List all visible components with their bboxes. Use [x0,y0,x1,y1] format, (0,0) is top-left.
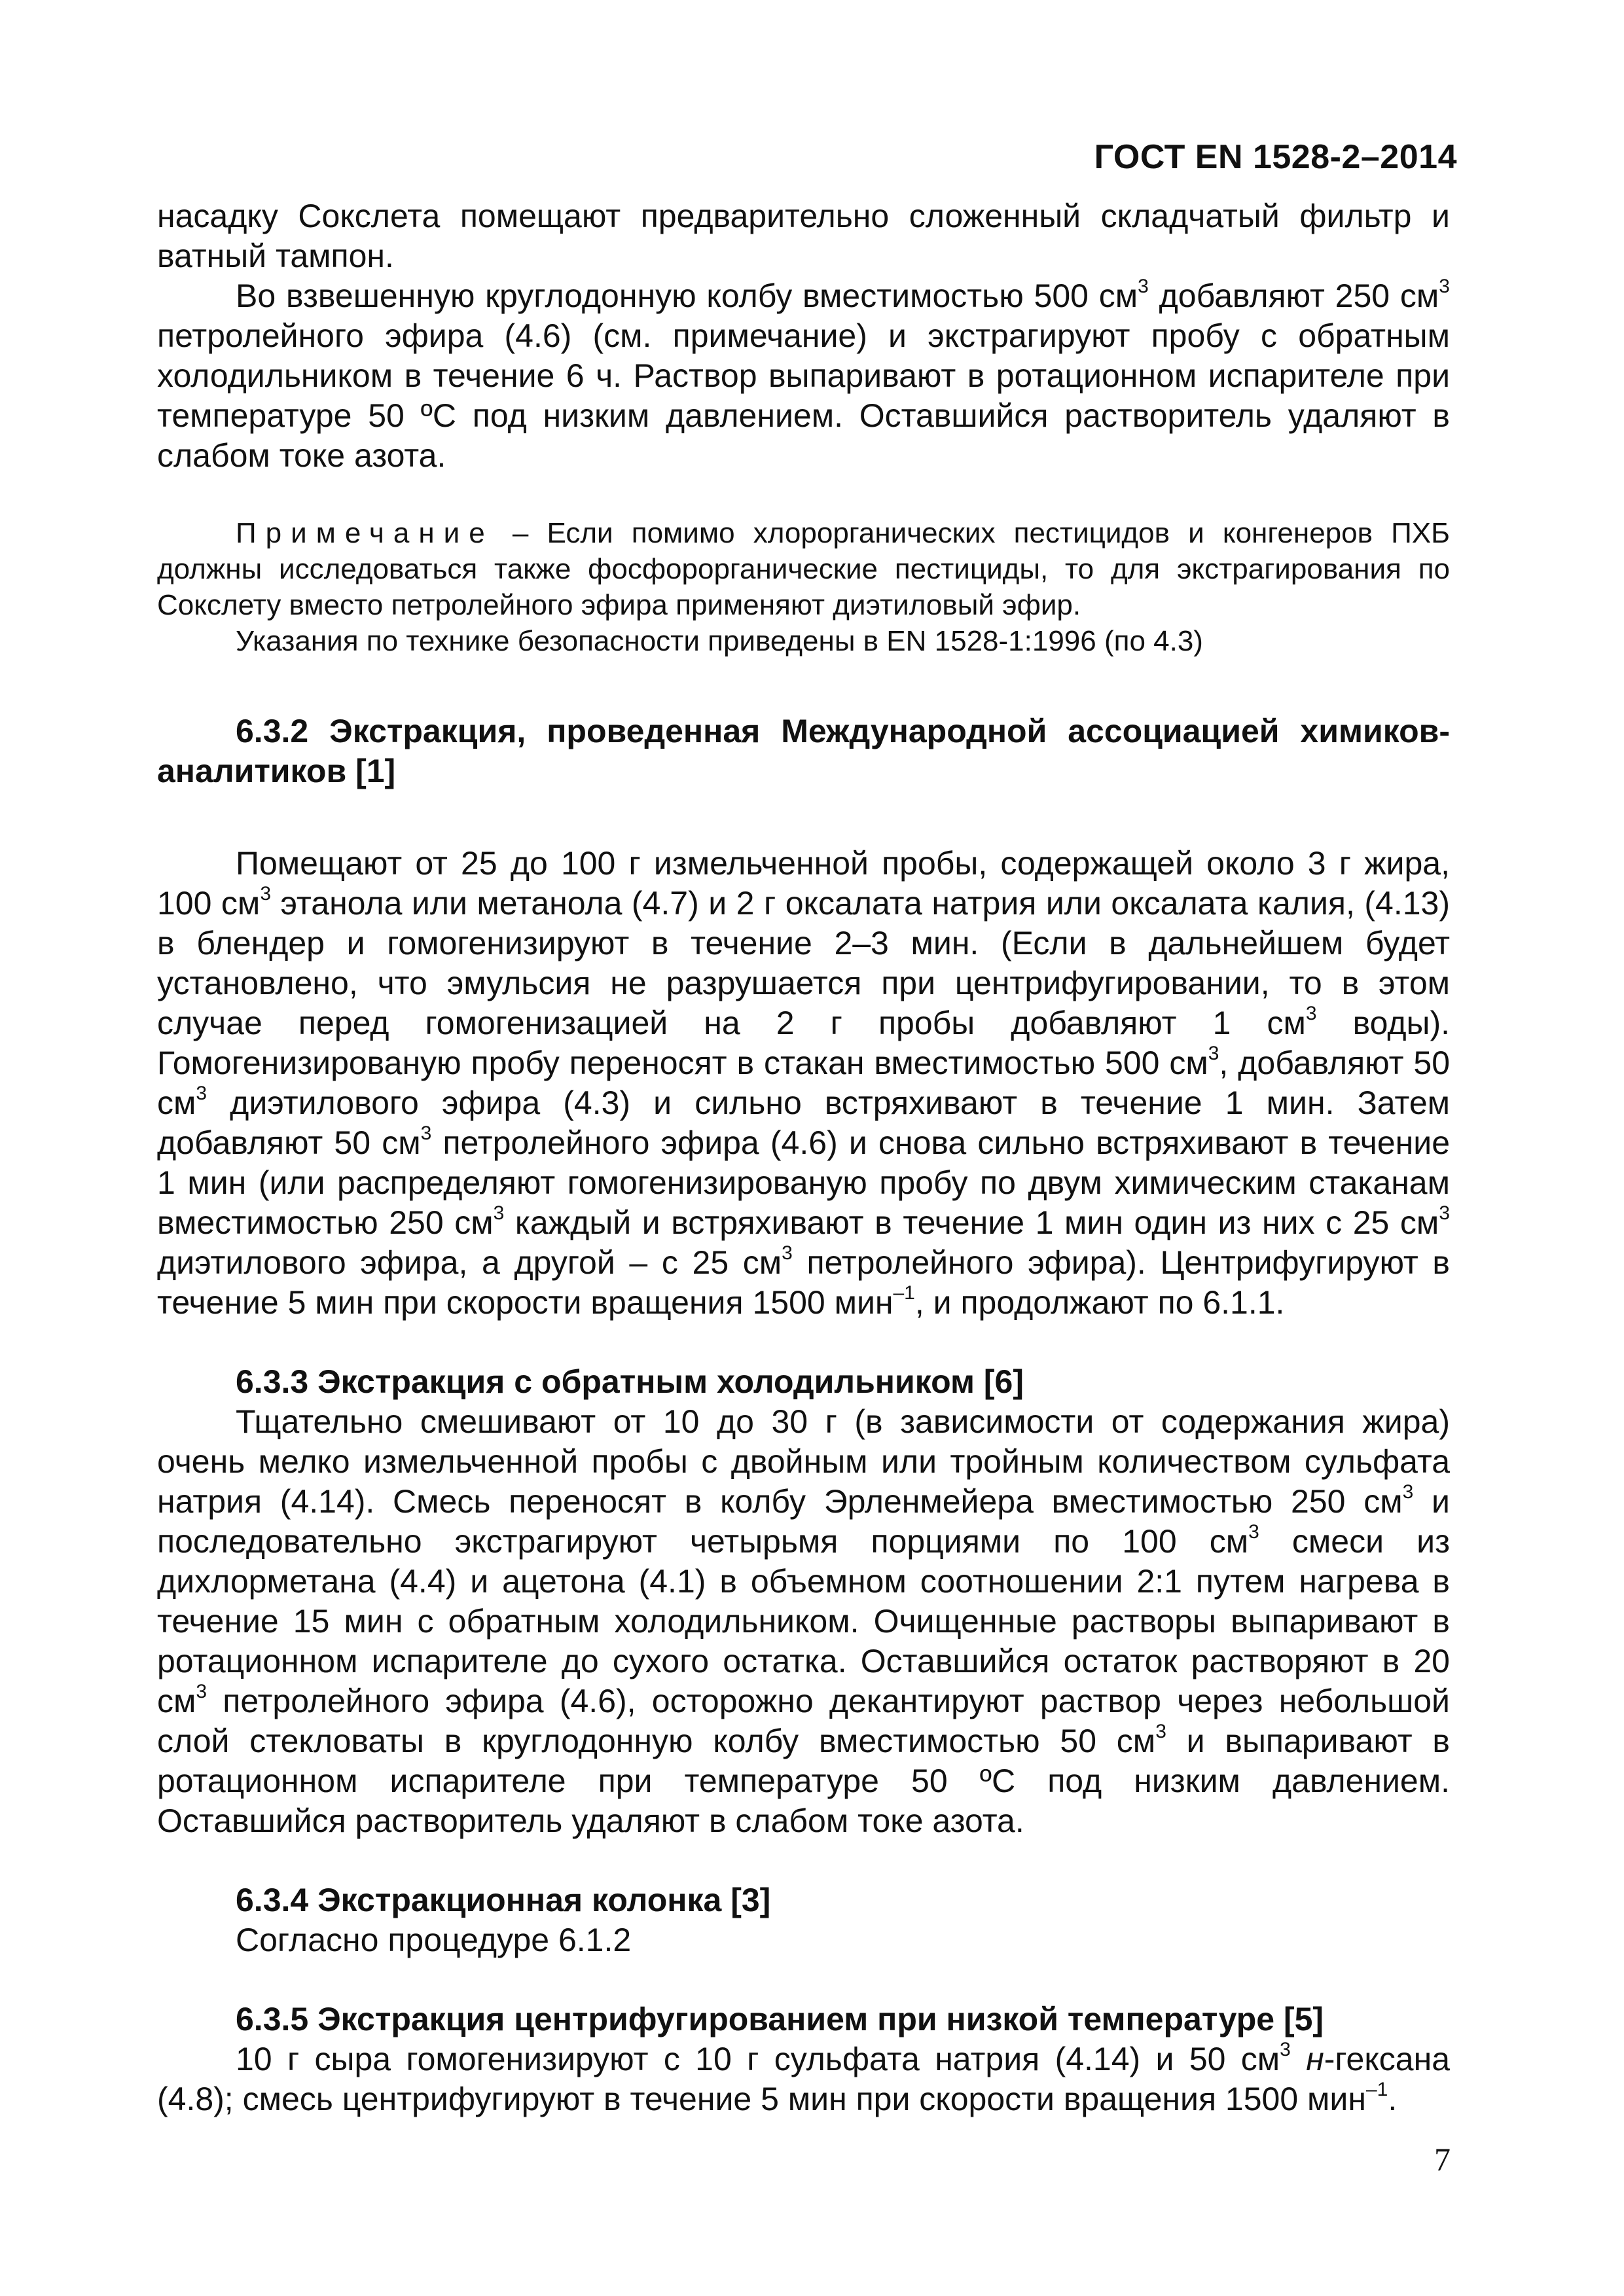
note-block [157,515,1450,623]
note-safety: Указания по технике безопасности приведены в EN 1528-1:1996 (по 4.3) [236,625,1203,657]
paragraph-6-3-5: 10 г сыра гомогенизируют с 10 г сульфата натрия (4.14) и 50 $см^3$ н-гексана (4.8); смесь центрифугируют в течение 5 мин при скорости вращения 1500 мин$^{-1}$. [157,2038,1450,2117]
paragraph-6-3-3: Тщательно смешивают от 10 до 30 г (в зависимости от содержания жира) очень мелко измельченной пробы с двойным или тройным количеством сульфата натрия (4.14). Смесь переносят в колбу Эрленмейера вместимостью 250 $см^3$ и последовательно экстрагируют четырьмя порциями по 100 $см^3$ смеси из дихлорметана (4.4) и ацетона (4.1) в объемном соотношении 2:1 путем нагрева в течение 15 мин с обратным холодильником. Очищенные растворы выпаривают в ротационном испарителе до сухого остатка. Оставшийся остаток растворяют в 20 $см^3$ петролейного эфира (4.6), осторожно декантируют раствор через небольшой слой стекловаты в круглодонную колбу вместимостью 50 $см^3$ и выпаривают в ротационном испарителе при температуре 50 ºС под низким давлением. Оставшийся растворитель удаляют в слабом токе азота. [157,1403,1451,1839]
paragraph-6-3-2: Помещают от 25 до 100 г измельченной пробы, содержащей около 3 г жира, 100 $см^3$ этанола или метанола (4.7) и 2 г оксалата натрия или оксалата калия, (4.13) в блендер и гомогенизируют в течение 2–3 мин. (Если в дальнейшем будет установлено, что эмульсия не разрушается при центрифугировании, то в этом случае перед гомогенизацией на 2 г пробы добавляют 1 $см^3$ воды). Гомогенизированую пробу переносят в стакан вместимостью 500 $см^3$, добавляют 50 $см^3$ диэтилового эфира (4.3) и сильно встряхивают в течение 1 мин. Затем добавляют 50 $см^3$ петролейного эфира (4.6) и снова сильно встряхивают в течение 1 мин (или распределяют гомогенизированую пробу по двум химическим стаканам вместимостью 250 $см^3$ каждый и встряхивают в течение 1 мин один из них с 25 $см^3$ диэтилового эфира, а другой – с 25 $см^3$ петролейного эфира). Центрифугируют в течение 5 мин при скорости вращения 1500 мин$^{-1}$, и продолжают по 6.1.1. [157,845,1450,1321]
page-number: 7 [1434,2141,1451,2178]
section-heading-6-3-3: 6.3.3 Экстракция с обратным холодильником [6] [236,1363,1024,1400]
section-heading-6-3-2: 6.3.2 Экстракция, проведенная Международной ассоциацией химиков-аналитиков [1] [157,713,1450,789]
note-label: Примечание [236,517,494,549]
document-header-id: ГОСТ EN 1528-2–2014 [1094,138,1457,176]
paragraph-continued: насадку Сокслета помещают предварительно сложенный складчатый фильтр и ватный тампон. [157,198,1450,274]
document-body [157,196,1450,2119]
paragraph-soxhlet-extraction: Во взвешенную круглодонную колбу вместимостью 500 $см^3$ добавляют 250 $см^3$ петролейного эфира (4.6) (см. примечание) и экстрагируют пробу с обратным холодильником в течение 6 ч. Раствор выпаривают в ротационном испарителе при температуре 50 ºС под низким давлением. Оставшийся растворитель удаляют в слабом токе азота. [157,275,1450,474]
paragraph-6-3-4: Согласно процедуре 6.1.2 [236,1922,632,1958]
section-heading-6-3-5: 6.3.5 Экстракция центрифугированием при низкой температуре [5] [236,2001,1324,2037]
note-text: – Если помимо хлорорганических пестицидов и конгенеров ПХБ должны исследоваться также фосфорорганические пестициды, то для экстрагирования по Сокслету вместо петролейного эфира применяют диэтиловый эфир. [157,517,1450,621]
section-heading-6-3-4: 6.3.4 Экстракционная колонка [3] [236,1882,771,1918]
